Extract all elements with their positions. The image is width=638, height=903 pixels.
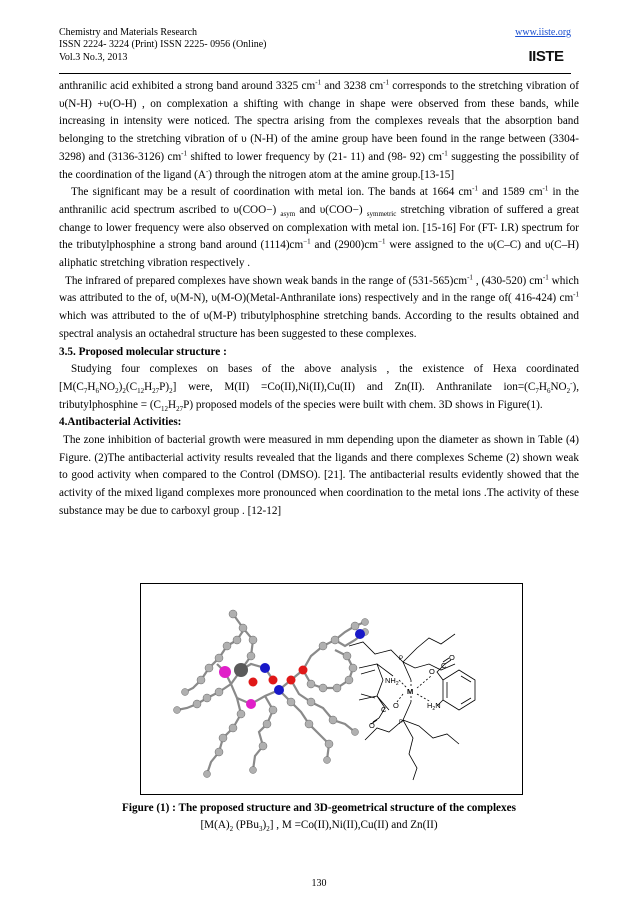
atom-oxygen — [269, 676, 278, 685]
atom-nitrogen — [355, 629, 365, 639]
atom-phosphorus — [219, 666, 231, 678]
atom-carbon — [351, 622, 359, 630]
caption-title: Figure (1) : The proposed structure and 3D-geometrical structure of the complexes — [122, 802, 516, 814]
label-o-double-bottom: O — [369, 721, 375, 730]
page-number: 130 — [311, 878, 327, 889]
paragraph-ir-amine: anthranilic acid exhibited a strong band around 3325 $cm^{-1}$ and 3238 $cm^{-1}$ corresponds to the stretching vibration of υ(N-H) +υ(O-H) , on complexation a shifting with change in shape were observed from these bands, while increasing in intensity were noticed. The spectra arising from the complexes reveals that the absorption band belonging to the stretching vibration of υ (N-H) of the amine group have been found in the range between (3304-3298) and (3136-3126) $cm^{-1}$ shifted to lower frequency by (21- 11) and (98- 92) $cm^{-1}$ suggesting the possibility of the coordination of the ligand (A-) through the nitrogen atom at the amine group.[13-15] — [59, 78, 580, 181]
label-c-bottom: C — [381, 705, 387, 714]
label-nh2: $NH_2$ — [385, 676, 399, 687]
atom-carbon — [319, 642, 327, 650]
figure-caption — [59, 800, 579, 834]
iiste-logo — [525, 44, 567, 66]
atom-carbon — [352, 729, 359, 736]
figure-1 — [140, 583, 523, 795]
atom-carbon — [307, 680, 315, 688]
paragraph-antibacterial: The zone inhibition of bacterial growth were measured in mm depending upon the diameter as shown in Table (4) Figure. (2)The antibacterial activity results revealed that the ligands and there complexes Scheme (2) shown weak to good activity when compared to the Control (DMSO). [21]. The antibacterial results evidently showed that the activity of the mixed ligand complexes more pronounced when coordination to the metal ions .The activity of these substance may be due to carboxyl group . [12-12] — [59, 434, 579, 517]
structural-formula — [349, 634, 475, 780]
label-metal: M — [407, 687, 414, 696]
label-p-bottom: P — [399, 720, 404, 726]
atom-carbon — [269, 706, 277, 714]
page-header — [59, 27, 579, 79]
atom-carbon — [287, 698, 295, 706]
label-c-top: C — [441, 661, 447, 670]
section-heading-structure: 3.5. Proposed molecular structure : — [59, 345, 227, 358]
atom-carbon — [247, 652, 255, 660]
atom-carbon — [305, 720, 313, 728]
atom-carbon — [263, 720, 271, 728]
atom-carbon — [362, 619, 369, 626]
atom-carbon — [259, 742, 267, 750]
header-rule — [59, 73, 571, 74]
atom-oxygen — [287, 676, 296, 685]
atom-carbon — [205, 664, 213, 672]
atom-carbon — [182, 689, 189, 696]
atom-carbon — [237, 710, 245, 718]
label-p-top: P — [399, 656, 404, 662]
atom-carbon — [174, 707, 181, 714]
journal-name: Chemistry and Materials Research — [59, 27, 198, 38]
atom-oxygen — [299, 666, 308, 675]
label-o-double-top: O — [449, 653, 455, 662]
atom-carbon — [215, 654, 223, 662]
issn-line: ISSN 2224- 3224 (Print) ISSN 2225- 0956 (Online) — [59, 39, 267, 51]
atom-carbon — [324, 757, 331, 764]
atom-carbon — [239, 624, 247, 632]
atom-nitrogen — [274, 685, 284, 695]
atom-carbon — [319, 684, 327, 692]
atom-carbon — [250, 767, 257, 774]
atom-carbon — [325, 740, 333, 748]
atom-carbon — [197, 676, 205, 684]
atom-metal — [234, 663, 248, 677]
atom-carbon — [229, 610, 237, 618]
atom-carbon — [349, 664, 357, 672]
label-o-bottom: O — [393, 701, 399, 710]
atom-nitrogen — [260, 663, 270, 673]
article-body — [59, 78, 579, 521]
atom-carbon — [229, 724, 237, 732]
section-heading-antibacterial: 4.Antibacterial Activities: — [59, 416, 182, 429]
atom-carbon — [307, 698, 315, 706]
atom-carbon — [331, 636, 339, 644]
journal-url-link[interactable]: www.iiste.org — [515, 27, 571, 38]
formula-labels — [369, 653, 455, 730]
atom-oxygen — [249, 678, 258, 687]
atom-carbon — [329, 716, 337, 724]
figure-1-drawing — [141, 584, 522, 794]
atom-phosphorus — [246, 699, 256, 709]
atom-carbon — [333, 684, 341, 692]
paragraph-ir-carboxylate: The significant may be a result of coordination with metal ion. The bands at 1664 $cm^{-1}$ and 1589 $cm^{-1}$ in the anthranilic acid spectrum ascribed to υ(COO−) $_{asym}$ and υ(COO−) $_{symmetric}$ stretching vibration of suffered a great change to lower frequency were also observed on complexation with metal ion. [15-16] For (FT- I.R) spectrum for the tributylphosphine a strong band around $(1114)cm^{-1}$ and $(2900)cm^{-1}$ were assigned to the υ(C–C) and υ(C–H) aliphatic stretching vibration respectively . — [59, 184, 580, 270]
atom-carbon — [223, 642, 231, 650]
atom-carbon — [215, 748, 223, 756]
paragraph-ir-metal-bands: The infrared of prepared complexes have shown weak bands in the range of $(531-565)cm^{-1}$ , (430-520) $cm^{-1}$ which was attributed to the of, υ(M-N), υ(M-O)(Metal-Anthranilate ions) respectively and in the range of( 416-424) $cm^{-1}$ which was attributed to the of υ(M-P) tributylphosphine stretching bands. According to the results obtained and spectral analysis an octahedral structure has been suggested to these complexes. — [59, 273, 579, 340]
atom-carbon — [233, 636, 241, 644]
caption-formula: [$M(A)_2$ $(PBu_3)_2$] , M =Co(II),Ni(II),Cu(II) and Zn(II) — [200, 819, 438, 834]
atom-carbon — [204, 771, 211, 778]
paragraph-structure: Studying four complexes on bases of the above analysis , the existence of Hexa coordinated $[M(C_7H_6NO_2)_2(C_{12}H_{27}P)_2]$ were, M(II) =Co(II),Ni(II),Cu(II) and Zn(II). Anthranilate $ion=(C_7H_6NO_2^-)$, tributylphosphine = $(C_{12}H_{27}P)$ proposed models of the species were built with chem. 3D shows in Figure(1). — [59, 363, 579, 413]
logo-text: IISTE — [528, 48, 564, 65]
volume-line: Vol.3 No.3, 2013 — [59, 51, 128, 63]
atom-carbon — [249, 636, 257, 644]
atom-carbon — [345, 676, 353, 684]
atom-carbon — [343, 652, 351, 660]
atom-carbon — [219, 734, 227, 742]
atom-carbon — [215, 688, 223, 696]
label-o-top: O — [429, 667, 435, 676]
label-h2n: $H_2N$ — [427, 701, 441, 712]
atom-carbon — [203, 694, 211, 702]
atom-carbon — [193, 700, 201, 708]
